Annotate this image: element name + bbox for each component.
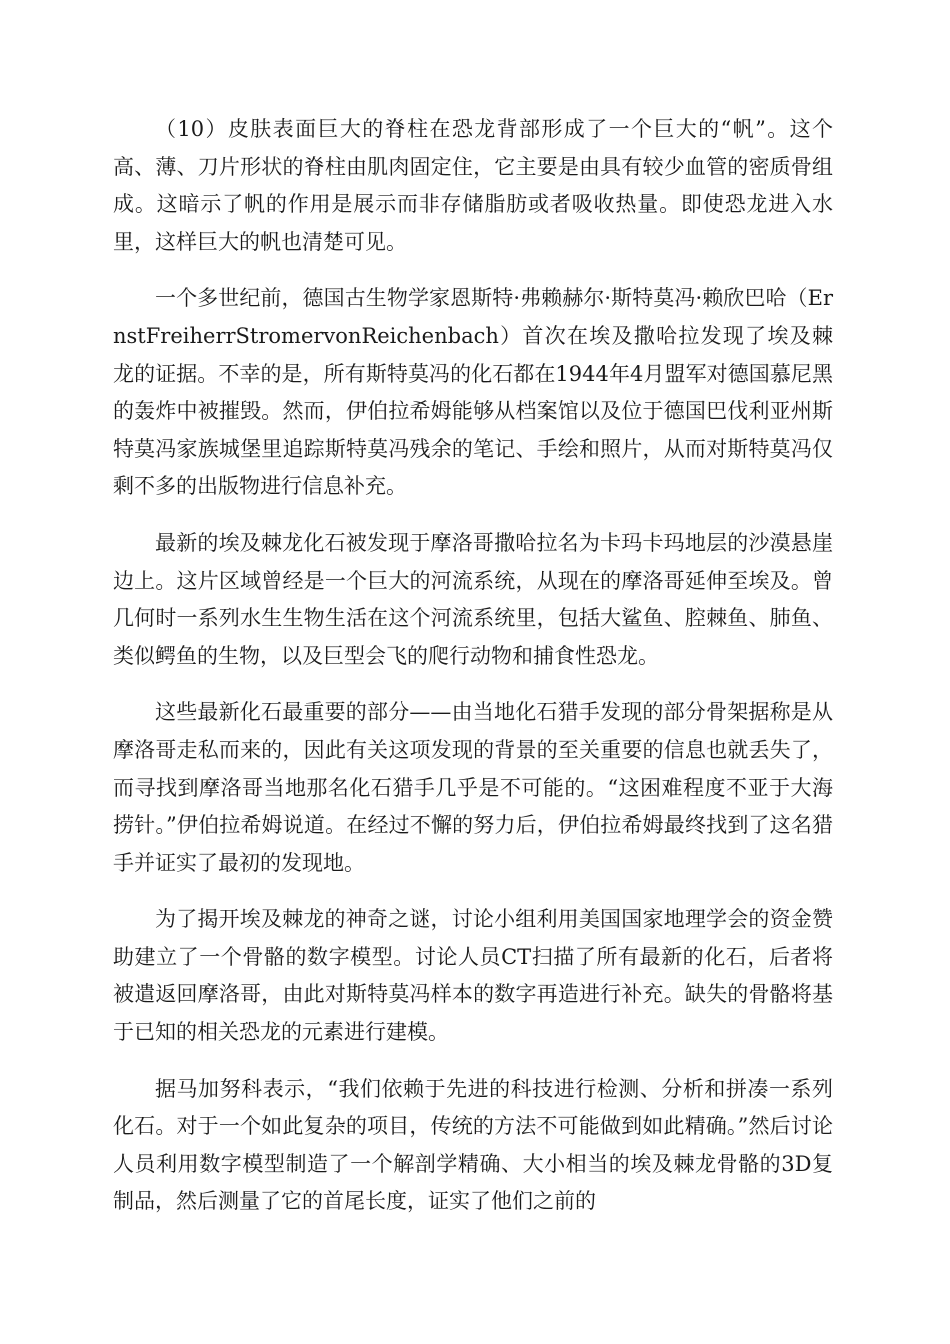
paragraph-kem-kem-beds: 最新的埃及棘龙化石被发现于摩洛哥撒哈拉名为卡玛卡玛地层的沙漠悬崖边上。这片区域曾经是一个巨大的河流系统，从现在的摩洛哥延伸至埃及。曾几何时一系列水生生物生活在这个河流系统里，包括大鲨鱼、腔棘鱼、肺鱼、类似鳄鱼的生物，以及巨型会飞的爬行动物和捕食性恐龙。 bbox=[113, 530, 833, 668]
paragraph-stromer-history: 一个多世纪前，德国古生物学家恩斯特·弗赖赫尔·斯特莫冯·赖欣巴哈（ErnstFreiherrStromervonReichenbach）首次在埃及撒哈拉发现了埃及棘龙的证据。不幸的是，所有斯特莫冯的化石都在1944年4月盟军对德国慕尼黑的轰炸中被摧毁。然而，伊伯拉希姆能够从档案馆以及位于德国巴伐利亚州斯特莫冯家族城堡里追踪斯特莫冯残余的笔记、手绘和照片，从而对斯特莫冯仅剩不多的出版物进行信息补充。 bbox=[113, 286, 833, 499]
paragraph-sail: （10）皮肤表面巨大的脊柱在恐龙背部形成了一个巨大的“帆”。这个高、薄、刀片形状的脊柱由肌肉固定住，它主要是由具有较少血管的密质骨组成。这暗示了帆的作用是展示而非存储脂肪或者吸收热量。即使恐龙进入水里，这样巨大的帆也清楚可见。 bbox=[113, 117, 833, 254]
paragraph-3d-replica: 据马加努科表示，“我们依赖于先进的科技进行检测、分析和拼凑一系列化石。对于一个如此复杂的项目，传统的方法不可能做到如此精确。”然后讨论人员利用数字模型制造了一个解剖学精确、大小相当的埃及棘龙骨骼的3D复制品，然后测量了它的首尾长度，证实了他们之前的 bbox=[113, 1076, 833, 1214]
document-body bbox=[113, 111, 833, 1240]
paragraph-fossil-hunter: 这些最新化石最重要的部分——由当地化石猎手发现的部分骨架据称是从摩洛哥走私而来的，因此有关这项发现的背景的至关重要的信息也就丢失了，而寻找到摩洛哥当地那名化石猎手几乎是不可能的。“这困难程度不亚于大海捞针。”伊伯拉希姆说道。在经过不懈的努力后，伊伯拉希姆最终找到了这名猎手并证实了最初的发现地。 bbox=[113, 700, 833, 875]
paragraph-digital-model: 为了揭开埃及棘龙的神奇之谜，讨论小组利用美国国家地理学会的资金赞助建立了一个骨骼的数字模型。讨论人员CT扫描了所有最新的化石，后者将被遣返回摩洛哥，由此对斯特莫冯样本的数字再造进行补充。缺失的骨骼将基于已知的相关恐龙的元素进行建模。 bbox=[113, 907, 833, 1045]
